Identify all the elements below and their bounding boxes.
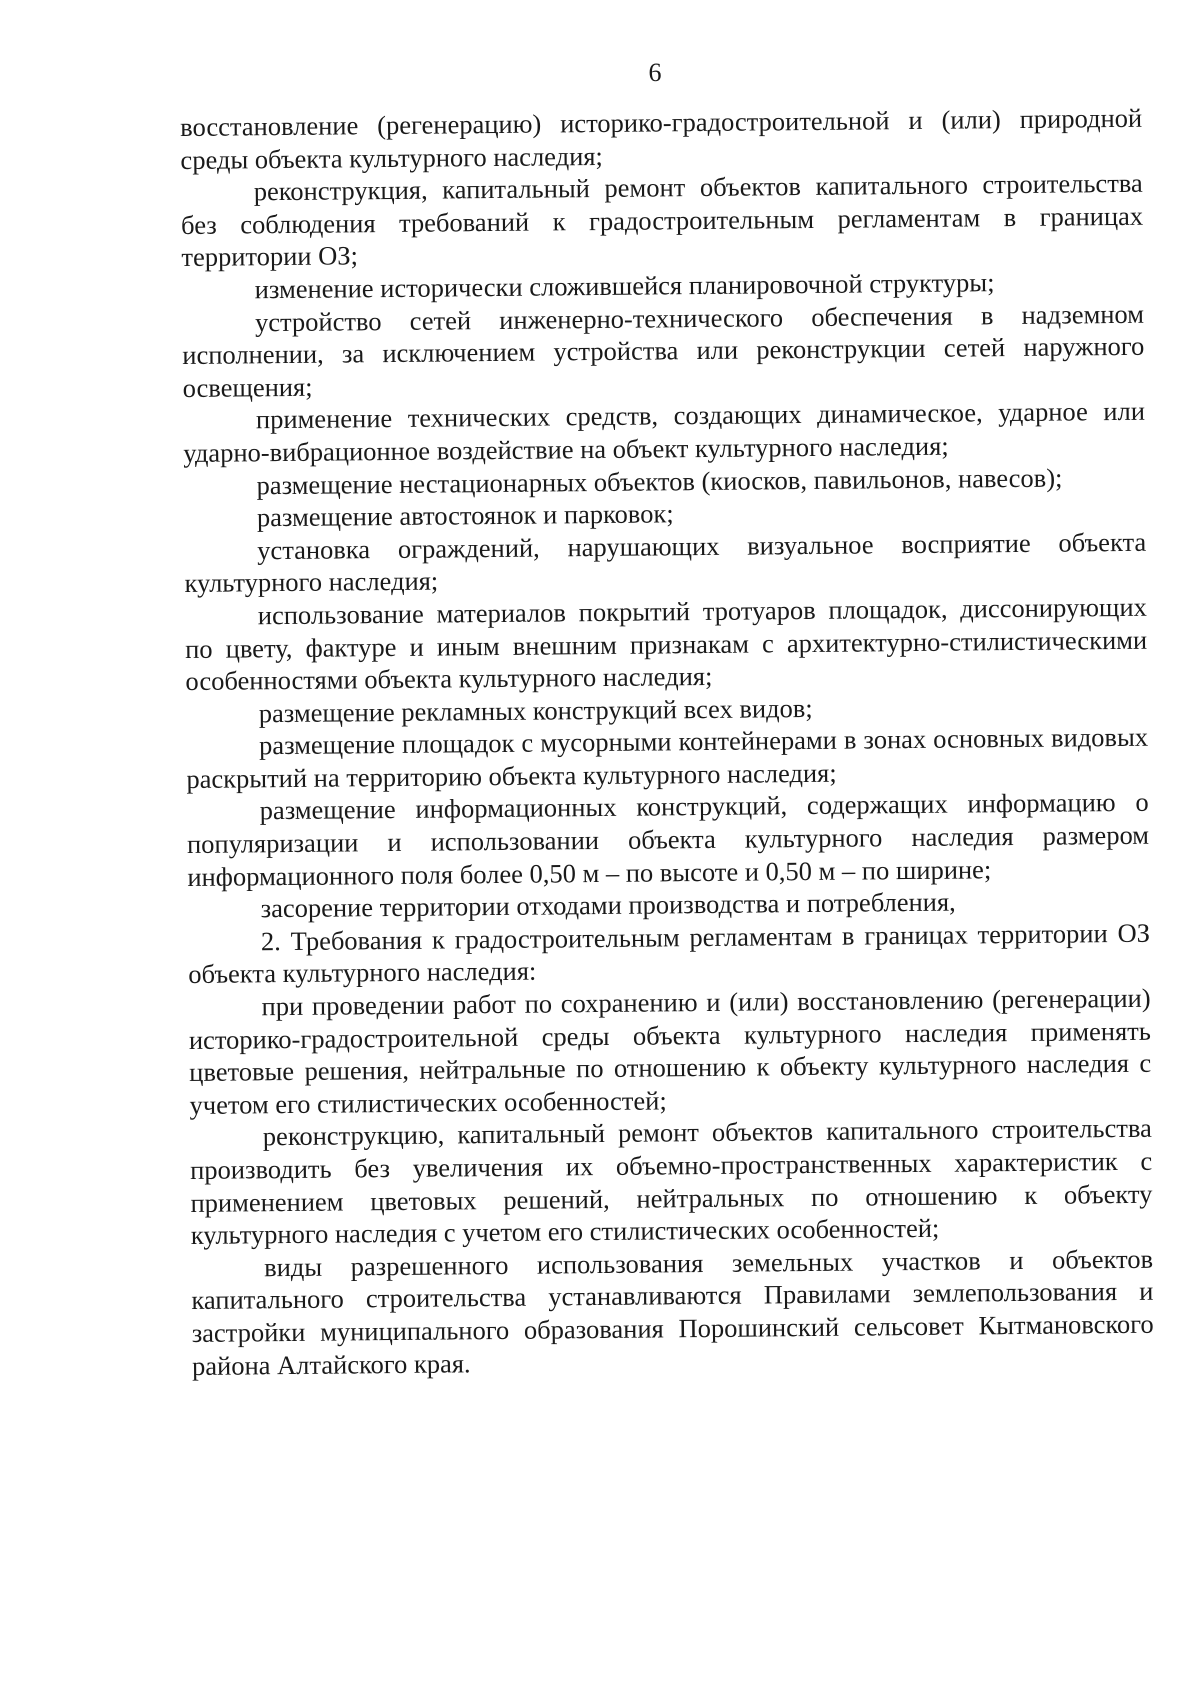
paragraph-littering: засорение территории отходами производства и потребления, [260,886,956,924]
paragraph-reconstruction-volume: реконструкцию, капитальный ремонт объектов капитального строительства производить без увеличения их объемно-пространственных характеристик с применением цветовых решений, нейтральных по отношению к объекту культурного наследия с учетом его стилистических особенностей; [190,1113,1153,1251]
page-number: 6 [648,58,662,87]
paragraph-section-2-heading: 2. Требования к градостроительным регламентам в границах территории ОЗ объекта культурного наследия: [188,917,1151,990]
paragraph-non-stationary-objects: размещение нестационарных объектов (киосков, павильонов, навесов); [256,462,1063,500]
paragraph-parking: размещение автостоянок и парковок; [256,498,674,533]
paragraph-information-structures: размещение информационных конструкций, содержащих информацию о популяризации и использовании объекта культурного наследия размером информационного поля более 0,50 м – по высоте и 0,50 м – по ширине; [186,787,1150,892]
paragraph-fences: установка ограждений, нарушающих визуальное восприятие объекта культурного наследия; [184,526,1147,599]
paragraph-restoration: восстановление (регенерацию) историко-градостроительной и (или) природной среды объекта культурного наследия; [180,102,1143,175]
paragraph-waste-containers: размещение площадок с мусорными контейнерами в зонах основных видовых раскрытий на территорию объекта культурного наследия; [186,722,1149,794]
paragraph-permitted-use: виды разрешенного использования земельных участков и объектов капитального строительства устанавливаются Правилами землепользования и застройки муниципального образования Порошинский сельсовет Кытмановского района Алтайского края. [191,1243,1154,1381]
paragraph-advertising: размещение рекламных конструкций всех видов; [258,692,813,728]
paragraph-pavement-materials: использование материалов покрытий тротуаров площадок, диссонирующих по цвету, фактуре и иным внешним признакам с архитектурно-стилистическими особенностями объекта культурного наследия; [185,591,1148,697]
paragraph-engineering-networks: устройство сетей инженерно-технического обеспечения в надземном исполнении, за исключением устройства или реконструкции сетей наружного освещения; [182,298,1145,403]
paragraph-color-solutions: при проведении работ по сохранению и (или) восстановлению (регенерации) историко-градостроительной среды объекта культурного наследия применять цветовые решения, нейтральные по отношению к объекту культурного наследия с учетом его стилистических особенностей; [188,982,1152,1120]
paragraph-technical-means: применение технических средств, создающих динамическое, ударное или ударно-вибрационное воздействие на объект культурного наследия; [183,396,1146,468]
paragraph-reconstruction-without-compliance: реконструкция, капитальный ремонт объектов капитального строительства без соблюдения требований к градостроительным регламентам в границах территории ОЗ; [180,167,1144,273]
paragraph-planning-structure: изменение исторически сложившейся планировочной структуры; [254,267,995,305]
document-body [180,102,1154,1382]
